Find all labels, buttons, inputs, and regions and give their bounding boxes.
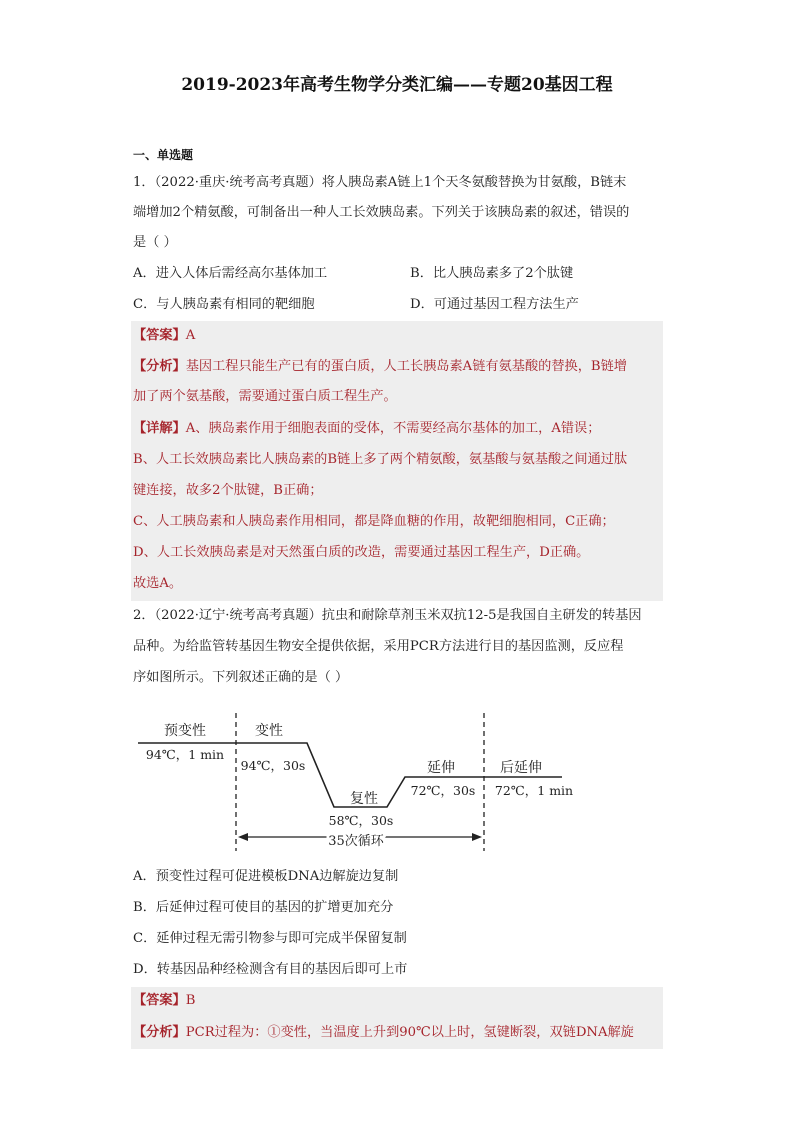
q2-analysis-line-1 [133,1022,634,1044]
page-title: 2019-2023年高考生物学分类汇编——专题20基因工程 [181,75,613,95]
extend-label: 延伸 [427,760,455,776]
q1-option-c: C．与人胰岛素有相同的靶细胞 [133,297,315,312]
q1-detail-text-1: A、胰岛素作用于细胞表面的受体，不需要经高尔基体的加工，A错误； [185,421,601,436]
q1-detail-line-3: 键连接，故多2个肽键，B正确； [133,483,323,498]
q2-stem-line-1: 2．（2022·辽宁·统考高考真题）抗虫和耐除草剂玉米双抗12-5是我国自主研发的转基因 [133,608,642,623]
post-extend-label: 后延伸 [500,760,542,776]
q2-option-c: C．延伸过程无需引物参与即可完成半保留复制 [133,931,407,946]
q1-detail-line-4: C、人工胰岛素和人胰岛素作用相同，都是降血糖的作用，故靶细胞相同，C正确； [133,514,615,529]
q1-answer-label: 【答案】 [133,328,186,343]
q1-detail-line-1 [133,418,600,440]
q2-stem-line-3: 序如图所示。下列叙述正确的是（ ） [133,670,349,685]
q1-answer [133,325,195,347]
q1-conclusion: 故选A。 [133,576,183,591]
q2-option-d: D．转基因品种经检测含有目的基因后即可上市 [133,962,408,977]
q1-analysis-text-1: 基因工程只能生产已有的蛋白质，人工长胰岛素A链有氨基酸的替换，B链增 [185,359,627,374]
q2-analysis-label: 【分析】 [133,1025,186,1040]
predenature-condition: 94℃，1 min [145,747,225,762]
anneal-condition: 58℃，30s [328,813,394,828]
q1-stem-line-1: 1．（2022·重庆·统考高考真题）将人胰岛素A链上1个天冬氨酸替换为甘氨酸，B链末 [133,175,627,190]
q2-option-b: B．后延伸过程可使目的基因的扩增更加充分 [133,900,394,915]
q1-analysis-line-1 [133,356,627,378]
cycle-arrow-left-head [238,833,248,841]
cycle-count-label: 35次循环 [328,834,384,849]
q2-answer-label: 【答案】 [133,993,186,1008]
section-heading: 一、单选题 [133,148,194,162]
q1-option-b: B．比人胰岛素多了2个肽键 [410,266,574,281]
cycle-arrow-right-head [472,833,482,841]
extend-condition: 72℃，30s [410,783,476,798]
q1-option-a: A．进入人体后需经高尔基体加工 [133,266,328,281]
q1-analysis-line-2: 加了两个氨基酸，需要通过蛋白质工程生产。 [133,389,397,404]
q1-detail-label: 【详解】 [133,421,186,436]
q2-stem-line-2: 品种。为给监管转基因生物安全提供依据，采用PCR方法进行目的基因监测，反应程 [133,639,624,654]
q1-answer-value: A [185,328,196,343]
denature-condition: 94℃，30s [240,758,306,773]
q1-stem-line-2: 端增加2个精氨酸，可制备出一种人工长效胰岛素。下列关于该胰岛素的叙述，错误的 [133,205,630,220]
q2-analysis-text-1: PCR过程为：①变性，当温度上升到90℃以上时，氢键断裂，双链DNA解旋 [185,1025,634,1040]
pcr-program-diagram [0,705,794,865]
q1-stem-line-3: 是（ ） [133,235,177,250]
post-extend-condition: 72℃，1 min [494,783,574,798]
predenature-label: 预变性 [164,723,206,739]
q2-answer-value: B [185,993,196,1008]
q1-detail-line-2: B、人工长效胰岛素比人胰岛素的B链上多了两个精氨酸，氨基酸与氨基酸之间通过肽 [133,452,628,467]
denature-label: 变性 [255,723,283,739]
q1-detail-line-5: D、人工长效胰岛素是对天然蛋白质的改造，需要通过基因工程生产，D正确。 [133,545,590,560]
q2-answer [133,990,195,1012]
q2-option-a: A．预变性过程可促进模板DNA边解旋边复制 [133,869,399,884]
anneal-label: 复性 [350,791,378,807]
q1-analysis-label: 【分析】 [133,359,186,374]
q1-option-d: D．可通过基因工程方法生产 [410,297,579,312]
